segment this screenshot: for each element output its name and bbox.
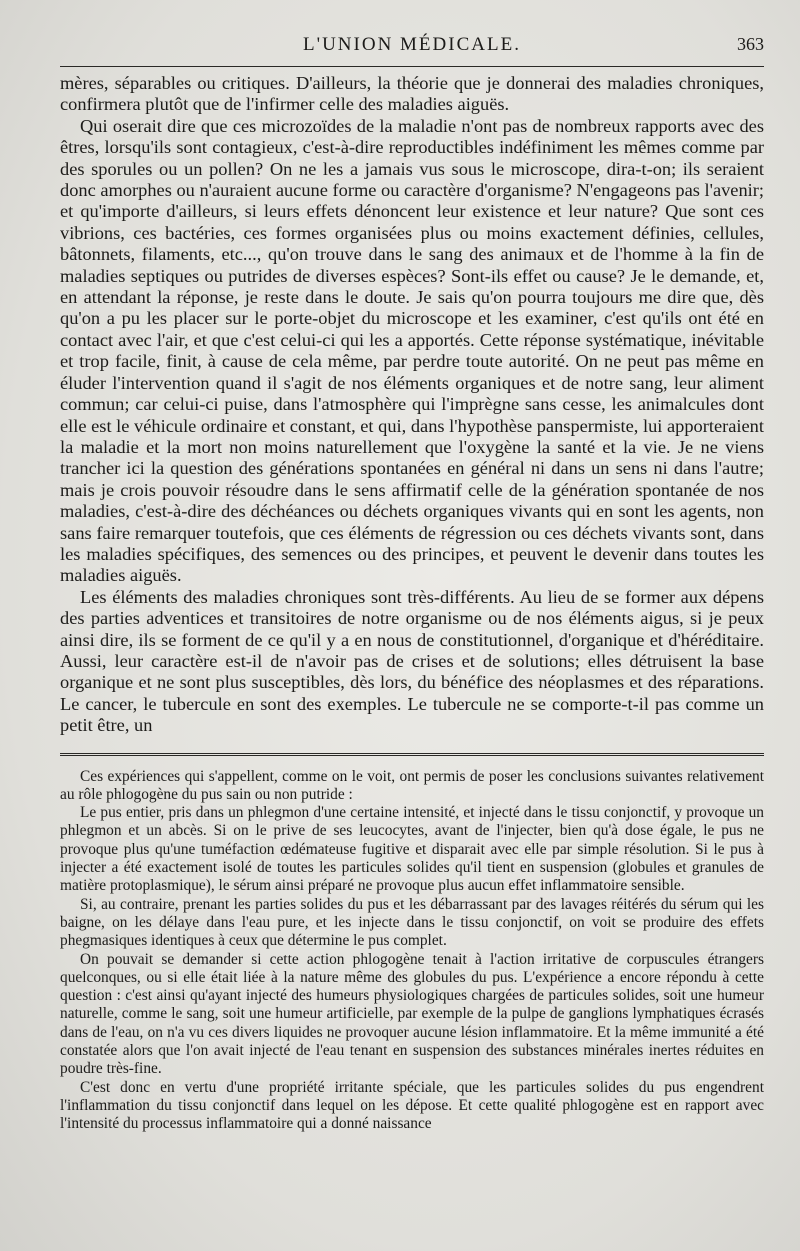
header-rule (60, 66, 764, 67)
running-title: L'UNION MÉDICALE. (303, 34, 521, 55)
body-paragraph: mères, séparables ou critiques. D'ailleurs, la théorie que je donnerai des maladies chroniques, confirmera plutôt que de l'infirmer celle des maladies aiguës. (60, 73, 764, 115)
body-paragraph: Les éléments des maladies chroniques sont très-différents. Au lieu de se former aux dépens des parties adventices et transitoires de notre organisme ou de nos éléments aigus, si je peux ainsi dire, ils se forment de ce qu'il y a en nous de constitutionnel, d'organique et d'héréditaire. Aussi, leur caractère est-il de n'avoir pas de crises et de solutions; elles détruisent la base organique et ne sont plus susceptibles, dès lors, du bénéfice des néoplasmes et des réparations. Le cancer, le tubercule en sont des exemples. Le tubercule ne se comporte-t-il pas comme un petit être, un (60, 586, 764, 736)
footnote-paragraph: Ces expériences qui s'appellent, comme on le voit, ont permis de poser les conclusions suivantes relativement au rôle phlogogène du pus sain ou non putride : (60, 767, 764, 803)
footnotes (60, 768, 764, 1134)
running-header (60, 34, 764, 64)
footnote-paragraph: Le pus entier, pris dans un phlegmon d'une certaine intensité, et injecté dans le tissu conjonctif, y provoque un phlegmon et un abcès. Si on le prive de ses leucocytes, avant de l'injecter, bien qu'à dose égale, le pus ne provoque plus qu'une tuméfaction œdémateuse fugitive et disparait avec elle par simple résolution. Si le pus à injecter a été exactement isolé de toutes les particules solides qu'il tient en suspension (globules et granules de matière protoplasmique), le sérum ainsi préparé ne provoque plus aucun effet inflammatoire sensible. (60, 804, 764, 895)
main-text (60, 73, 764, 737)
footnote-paragraph: Si, au contraire, prenant les parties solides du pus et les débarrassant par des lavages réitérés du sérum qui les baigne, on les délaye dans l'eau pure, et les injecte dans le tissu conjonctif, on voit se produire des effets phegmasiques identiques à ceux que détermine le pus complet. (60, 895, 764, 950)
footnote-paragraph: On pouvait se demander si cette action phlogogène tenait à l'action irritative de corpuscules étrangers quelconques, ou si elle était liée à la nature même des globules du pus. L'expérience a encore répondu à cette question : c'est ainsi qu'ayant injecté des humeurs physiologiques chargées de particules solides, soit une humeur naturelle, comme le sang, soit une humeur artificielle, par exemple de la pulpe de ganglions lymphatiques écrasés dans de l'eau, on n'a vu ces divers liquides ne provoquer aucune lésion inflammatoire. Et la même immunité a été constatée alors que l'on avait injecté de l'eau tenant en suspension des substances minérales inertes réduites en poudre très-fine. (60, 950, 764, 1078)
page-number: 363 (737, 34, 764, 54)
footnote-separator (60, 753, 764, 756)
body-paragraph: Qui oserait dire que ces microzoïdes de la maladie n'ont pas de nombreux rapports avec des êtres, lorsqu'ils sont contagieux, c'est-à-dire reproductibles indéfiniment les mêmes comme par des sporules ou un pollen? On ne les a jamais vus sous le microscope, dira-t-on; ils seraient donc amorphes ou n'auraient aucune forme ou caractère d'organisme? N'engageons pas l'avenir; et qu'importe d'ailleurs, si leurs effets dénoncent leur existence et leur nature? Que sont ces vibrions, ces bactéries, ces formes organisées plus ou moins exactement définies, cellules, bâtonnets, filaments, etc..., qu'on trouve dans le sang des animaux et de l'homme à la fin de maladies septiques ou putrides de diverses espèces? Sont-ils effet ou cause? Je le demande, et, en attendant la réponse, je reste dans le doute. Je sais qu'on pourra toujours me dire que, dès qu'on a pu les placer sur le porte-objet du microscope et les examiner, c'est qu'ils ont été en contact avec l'air, et que c'est celui-ci qui les a apportés. Cette réponse systématique, inévitable et trop facile, finit, à cause de cela même, par perdre toute autorité. On ne peut pas même en éluder l'intervention quand il s'agit de nos éléments organiques et de notre sang, leur aliment commun; car celui-ci puise, dans l'atmosphère qui l'imprègne sans cesse, les animalcules dont elle est le véhicule ordinaire et constant, et qui, dans l'hypothèse panspermiste, lui apporteraient la maladie et la mort non moins naturellement que l'oxygène la santé et la vie. Je ne viens trancher ici la question des générations spontanées en général ni dans un sens ni dans l'autre; mais je crois pouvoir résoudre dans le sens affirmatif celle de la génération spontanée de nos maladies, c'est-à-dire des déchéances ou déchets organiques vivants qui en sont les agents, non sans faire remarquer toutefois, que ces éléments de régression ou ces déchets vivants sont, dans les maladies spécifiques, des semences ou des principes, et peuvent le devenir dans toutes les maladies aiguës. (60, 115, 764, 586)
footnote-paragraph: C'est donc en vertu d'une propriété irritante spéciale, que les particules solides du pus engendrent l'inflammation du tissu conjonctif dans lequel on les dépose. Et cette qualité phlogogène est en rapport avec l'intensité du processus inflammatoire qui a donné naissance (60, 1078, 764, 1133)
